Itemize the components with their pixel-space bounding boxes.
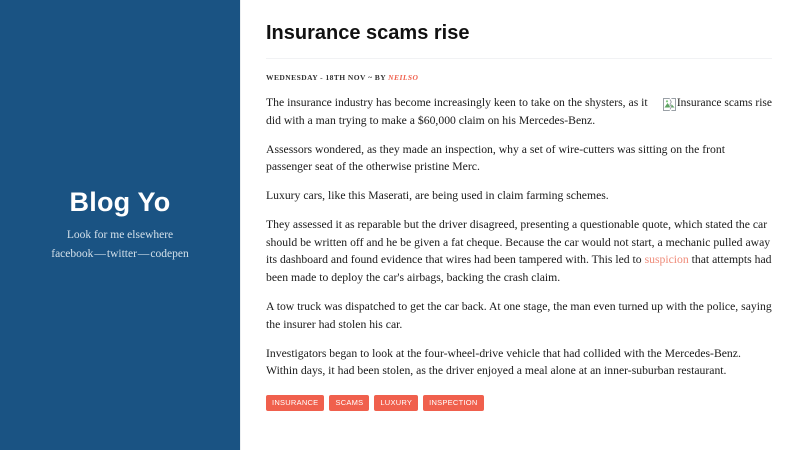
post-paragraph: Investigators began to look at the four-wheel-drive vehicle that had collided with the Mercedes-Benz. Within days, it had been stolen, as the driver enjoyed a meal alone at an inner-suburban restaurant. (266, 346, 741, 378)
broken-image-icon (663, 98, 676, 111)
post-paragraph (266, 216, 772, 287)
post-author-link[interactable]: NEILSO (388, 73, 419, 82)
post-meta (266, 73, 772, 82)
tag-inspection[interactable]: INSPECTION (423, 395, 483, 411)
paragraph-text-before-link: They assessed it as reparable but the driver disagreed, presenting a questionable quote, which stated the car should be written off and he be given a fat cheque. Because the car would not start, a mechanic pulled away its dashboard and found evidence that wires had been tampered with. This led to (266, 217, 771, 267)
twitter-link[interactable]: twitter (106, 248, 137, 261)
suspicion-link[interactable]: suspicion (644, 253, 689, 267)
blog-tagline: Look for me elsewhere (66, 229, 174, 242)
post-date: WEDNESDAY - 18TH NOV ~ BY (266, 73, 386, 82)
post-figure-alt-text: Insurance scams rise (676, 97, 772, 109)
post-paragraph: Luxury cars, like this Maserati, are being used in claim farming schemes. (266, 189, 609, 203)
page-title: Insurance scams rise (266, 22, 772, 59)
facebook-link[interactable]: facebook (51, 248, 94, 261)
sidebar (0, 0, 240, 450)
post-figure (663, 96, 772, 114)
sidebar-social-links (51, 246, 189, 262)
post-paragraph: A tow truck was dispatched to get the car back. At one stage, the man even turned up with the police, saying the insurer had stolen his car. (266, 300, 772, 331)
post-body (266, 94, 772, 411)
broken-image-placeholder (663, 96, 772, 110)
tag-luxury[interactable]: LUXURY (374, 395, 418, 411)
tag-insurance[interactable]: INSURANCE (266, 395, 324, 411)
post-tags (266, 395, 772, 411)
blog-title: Blog Yo (69, 186, 171, 217)
codepen-link[interactable]: codepen (150, 248, 189, 261)
tag-scams[interactable]: SCAMS (329, 395, 369, 411)
post-content (240, 0, 800, 450)
paragraph-text-after-link: that attempts had been made to deploy the car's airbags, backing the crash claim. (266, 253, 772, 285)
link-separator-1: — (94, 248, 106, 261)
link-separator-2: — (137, 248, 150, 261)
post-paragraph: The insurance industry has become increasingly keen to take on the shysters, as it did with a man trying to make a $60,000 claim on his Mercedes-Benz. (266, 96, 648, 127)
post-paragraph: Assessors wondered, as they made an inspection, why a set of wire-cutters was sitting on the front passenger seat of the otherwise pristine Merc. (266, 142, 725, 174)
